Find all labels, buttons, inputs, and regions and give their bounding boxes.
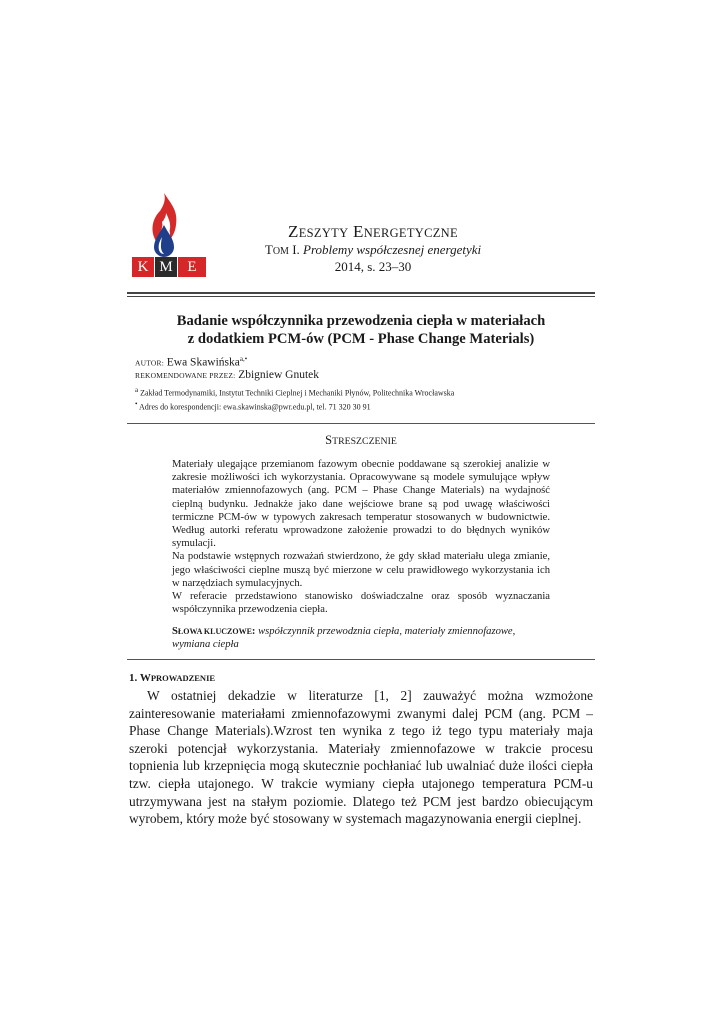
- abstract-paragraph: Na podstawie wstępnych rozważań stwierdzono, że gdy skład materiału ulega zmianie, jego właściwości cieplne muszą być mierzone w celu prawidłowego wykorzystania ich w narzędziach symulacyjnych.: [172, 551, 550, 589]
- section-body: [129, 687, 593, 828]
- abstract-paragraph: Materiały ulegające przemianom fazowym obecnie poddawane są szerokiej analizie w zakresie możliwości ich wykorzystania. Opracowywane są modele symulujące wpływ materiałów zmiennofazowych (ang. PCM – Phase Change Materials) na wydajność cieplną budynku. Jednakże jako dane wejściowe brane są pod uwagę właściwości termiczne PCM-ów w typowych zakresach temperatur stosowanych w budownictwie. Według autorki referatu wprowadzone założenie prowadzi to do błędnych wyników symulacji.: [172, 459, 550, 550]
- journal-year-pages: 2014, s. 23–30: [334, 259, 412, 274]
- author-line: AUTOR: Ewa Skawińska$^{a,•}$: [135, 355, 248, 369]
- journal-volume: TOM I. Problemy współczesnej energetyki: [264, 242, 482, 257]
- keywords-list: współczynnik przewodznia ciepła, materiały zmiennofazowe, wymiana ciepła: [172, 626, 516, 651]
- journal-title: ZESZYTY ENERGETYCZNE: [288, 222, 458, 241]
- header-rule-thick: [127, 292, 595, 294]
- journal-subtitle: Problemy współczesnej energetyki: [303, 242, 482, 257]
- section-heading: 1. WPROWADZENIE: [129, 672, 216, 684]
- abstract-paragraph: W referacie przedstawiono stanowisko doświadczalne oraz sposób wyznaczania współczynnika przewodzenia ciepła.: [172, 591, 550, 616]
- affiliation: a Zakład Termodynamiki, Instytut Techniki Cieplnej i Mechaniki Płynów, Politechnika Wrocławska: [135, 386, 455, 398]
- abstract-top-rule: [127, 423, 595, 424]
- article-title: Badanie współczynnika przewodzenia ciepła w materiałach z dodatkiem PCM-ów (PCM - Phase Change Materials): [176, 313, 546, 347]
- header-rule-thin: [127, 296, 595, 297]
- reviewer-name: Zbigniew Gnutek: [238, 369, 320, 381]
- logo-letter-m: M: [155, 257, 177, 277]
- author-name: Ewa Skawińska: [166, 356, 240, 369]
- logo-letter-e: E: [178, 257, 206, 277]
- body-paragraph: W ostatniej dekadzie w literaturze [1, 2] zauważyć można wzmożone zainteresowanie materiałami zmiennofazowymi zwanymi dalej PCM (ang. PCM – Phase Change Materials).Wzrost ten wynika z tego iż tego typu materiały maja szeroki potencjał wykorzystania. Materiały zmiennofazowe w trakcie procesu topnienia lub krzepnięcia mogą skutecznie pochłaniać lub uwalniać duże ilości ciepła tzw. ciepła utajonego. W trakcie wymiany ciepła utajonego temperatura PCM-u utrzymywana jest na stałym poziomie. Dlatego też PCM jest bardzo obiecującym wyrobem, który może być stosowany w systemach magazynowania energii cieplnej.: [129, 688, 593, 827]
- abstract-bottom-rule: [127, 659, 595, 660]
- abstract-body: [172, 458, 550, 616]
- reviewer-line: REKOMENDOWANE PRZEZ: Zbigniew Gnutek: [135, 369, 320, 381]
- keywords: SŁOWA KLUCZOWE: współczynnik przewodznia ciepła, materiały zmiennofazowe, wymiana ciepła: [172, 626, 516, 651]
- abstract-heading: STRESZCZENIE: [325, 433, 397, 447]
- logo-letter-k: K: [132, 257, 154, 277]
- correspondence: • Adres do korespondencji: ewa.skawinska@pwr.edu.pl, tel. 71 320 30 91: [135, 400, 371, 412]
